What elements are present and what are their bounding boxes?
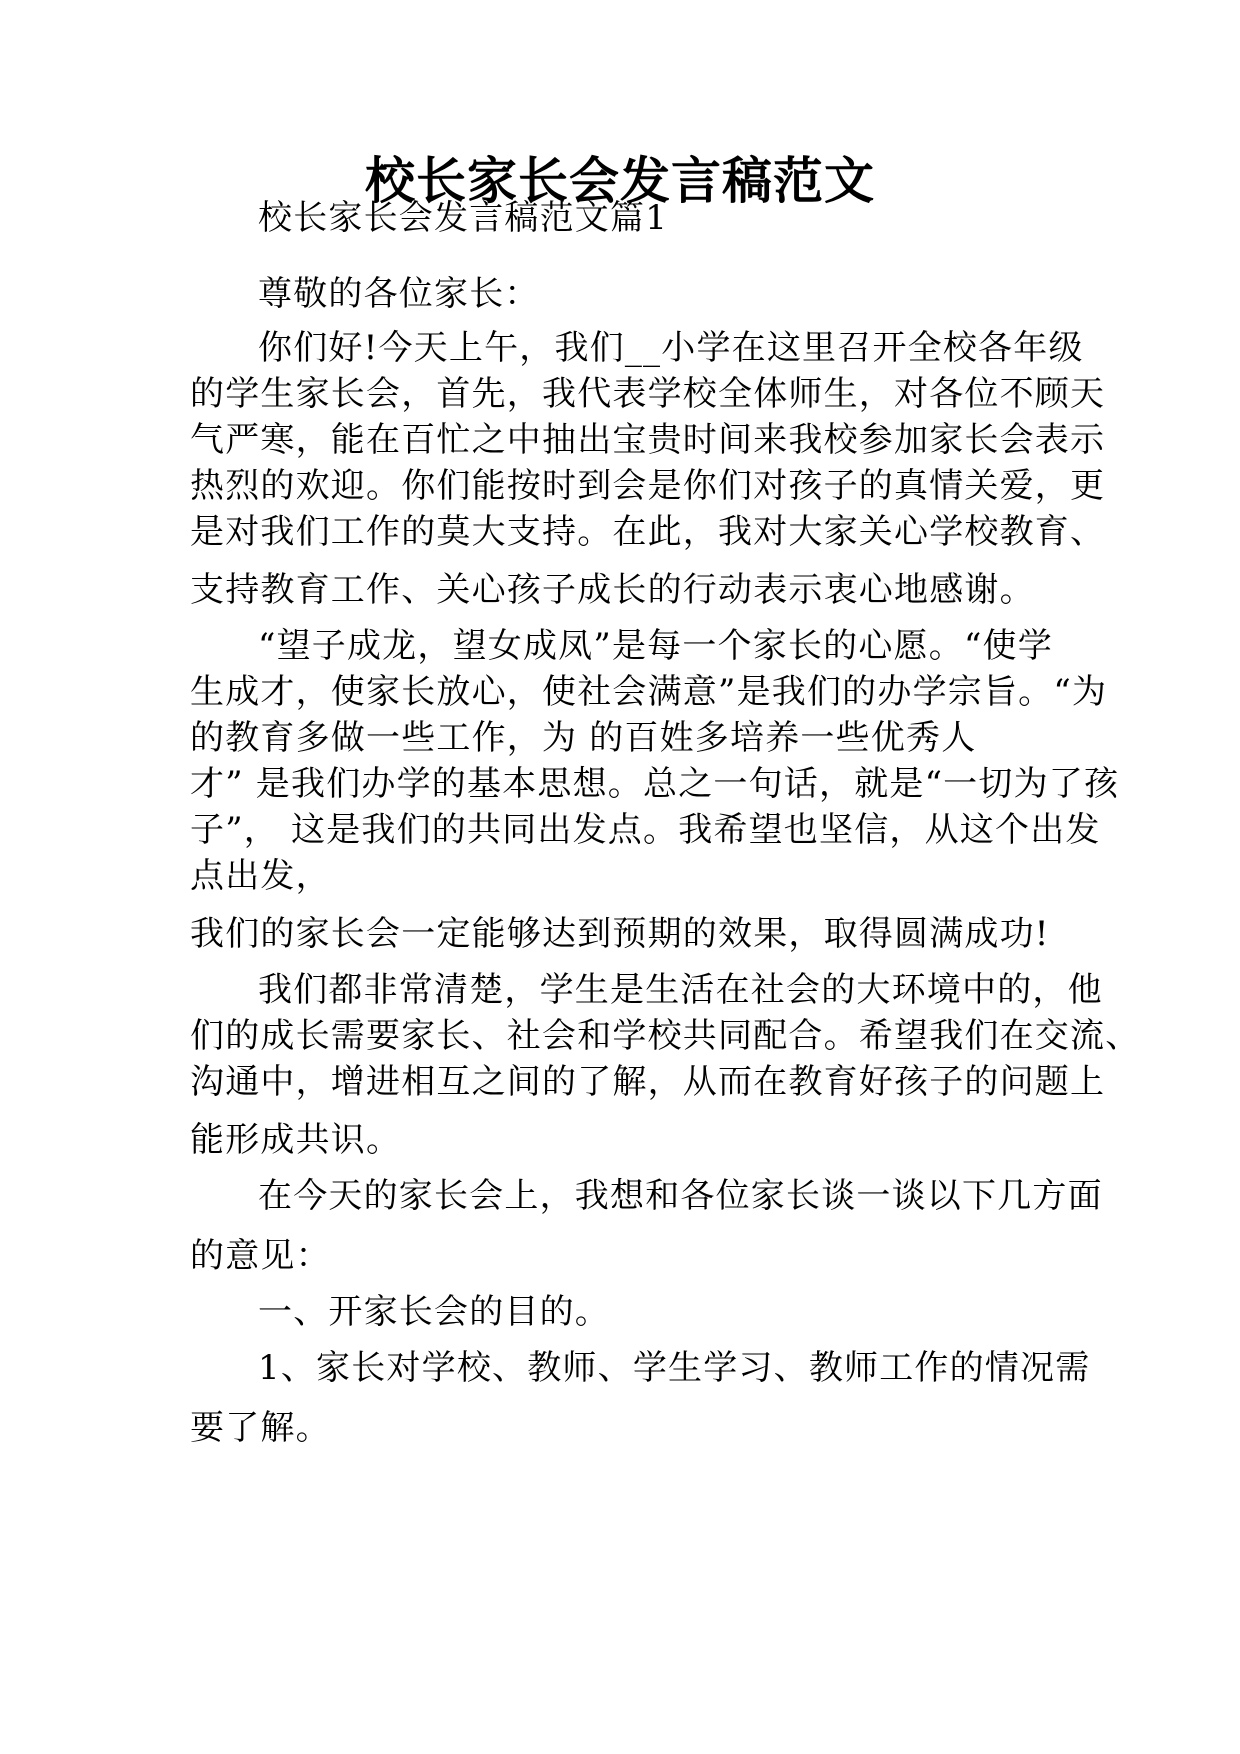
text-line: 在今天的家长会上，我想和各位家长谈一谈以下几方面 [258, 1176, 1103, 1216]
list-item: 1、家长对学校、教师、学生学习、教师工作的情况需 [258, 1348, 1091, 1388]
text-line: 我们的家长会一定能够达到预期的效果，取得圆满成功! [190, 914, 1050, 954]
list-item-continuation: 要了解。 [190, 1408, 331, 1448]
text-line: 支持教育工作、关心孩子成长的行动表示衷心地感谢。 [190, 570, 1035, 610]
text-line: 沟通中，增进相互之间的了解，从而在教育好孩子的问题上 [190, 1062, 1106, 1102]
text-line: 的意见： [190, 1236, 331, 1276]
text-line: “望子成龙，望女成凤”是每一个家长的心愿。“使学 [258, 626, 1053, 666]
text-line: 点出发， [190, 856, 331, 896]
text-line: 能形成共识。 [190, 1120, 402, 1160]
text-line: 热烈的欢迎。你们能按时到会是你们对孩子的真情关爱，更 [190, 466, 1106, 506]
text-line: 我们都非常清楚，学生是生活在社会的大环境中的，他 [258, 970, 1103, 1010]
text-line: 生成才，使家长放心，使社会满意”是我们的办学宗旨。“为 [190, 672, 1108, 712]
section-heading: 校长家长会发言稿范文篇1 [258, 198, 669, 238]
text-line: 的教育多做一些工作，为 的百姓多培养一些优秀人 [190, 718, 977, 758]
text-line: 子”， 这是我们的共同出发点。我希望也坚信，从这个出发 [190, 810, 1101, 850]
salutation: 尊敬的各位家长： [258, 274, 540, 314]
list-heading: 一、开家长会的目的。 [258, 1292, 610, 1332]
text-line: 的学生家长会，首先，我代表学校全体师生，对各位不顾天 [190, 374, 1106, 414]
text-line: 你们好!今天上午，我们__小学在这里召开全校各年级 [258, 328, 1084, 368]
text-line: 气严寒，能在百忙之中抽出宝贵时间来我校参加家长会表示 [190, 420, 1106, 460]
text-line: 才” 是我们办学的基本思想。总之一句话，就是“一切为了孩 [190, 764, 1120, 804]
document-title: 校长家长会发言稿范文 [365, 151, 875, 210]
text-line: 们的成长需要家长、社会和学校共同配合。希望我们在交流、 [190, 1016, 1141, 1056]
text-line: 是对我们工作的莫大支持。在此，我对大家关心学校教育、 [190, 512, 1106, 552]
